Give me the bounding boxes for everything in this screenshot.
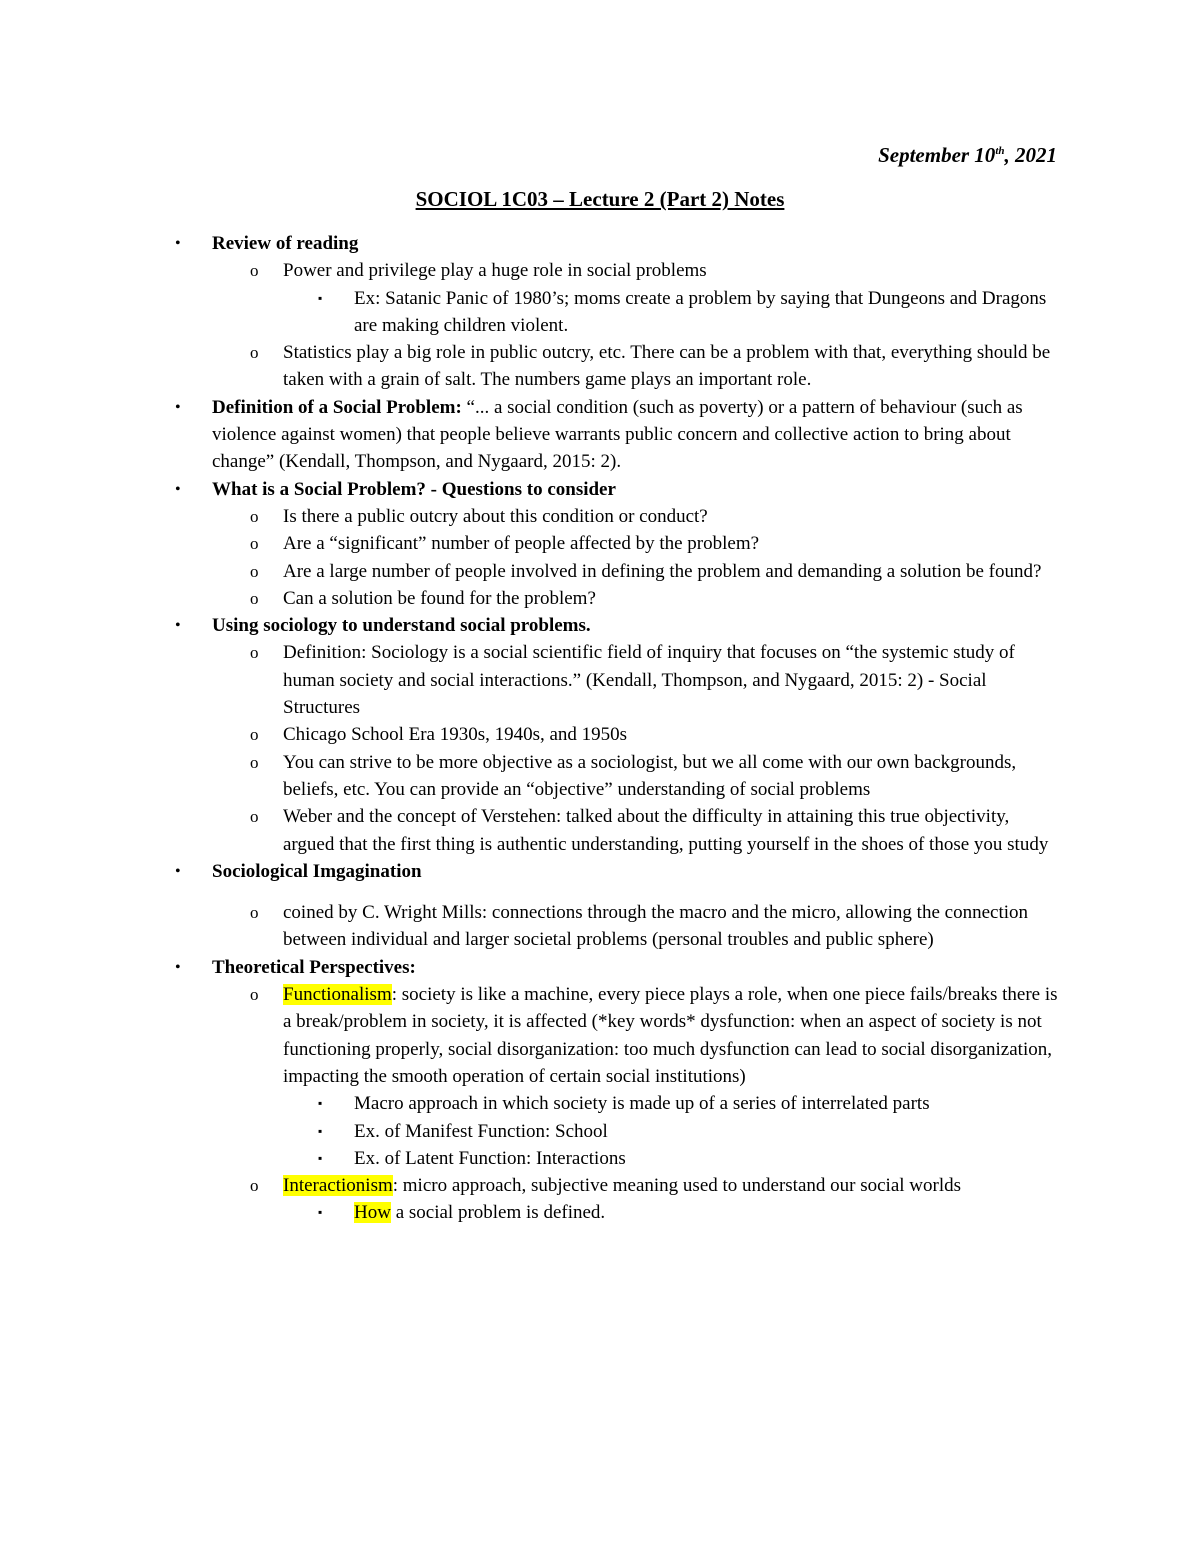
sub-bullet-marker: o: [250, 534, 259, 554]
statistics-text: Statistics play a big role in public outcry, etc. There can be a problem with that, everything should be taken with a grain of salt. The numbers game plays an important role.: [283, 342, 1051, 391]
sub-item-mills: [0, 899, 1200, 954]
bullet-review-of-reading: [0, 230, 1200, 257]
square-bullet-marker: ▪: [318, 1205, 323, 1220]
sub-sub-item-satanic-panic: [0, 285, 1200, 340]
sub-bullet-marker: o: [250, 261, 259, 281]
sub-item-interactionism: [0, 1172, 1200, 1199]
question-2: [0, 530, 1200, 557]
sub-bullet-marker: o: [250, 506, 259, 526]
sub-bullet-marker: o: [250, 343, 259, 363]
sub-item-power-privilege: [0, 257, 1200, 284]
notes-body: [0, 230, 1200, 1227]
bullet-marker: •: [175, 398, 181, 416]
bullet-theoretical-perspectives: [0, 954, 1200, 981]
functionalism-text: : society is like a machine, every piece plays a role, when one piece fails/breaks there is a break/problem in society, it is affected (*key words* dysfunction: when an aspect of society is not functioning properly, social disorganization: too much dysfunction can lead to social disorganization, impacting the smooth operation of certain social institutions): [283, 984, 1058, 1087]
question-2-text: Are a “significant” number of people affected by the problem?: [283, 533, 760, 555]
sub-sub-item-how: [0, 1199, 1200, 1226]
sub-item-sociology-definition: [0, 639, 1200, 721]
sub-item-objective: [0, 749, 1200, 804]
definition-text: “... a social condition (such as poverty) or a pattern of behaviour (such as violence against women) that people believe warrants public concern and collective action to bring about change” (Kendall, Thompson, and Nygaard, 2015: 2).: [212, 396, 1023, 473]
sub-bullet-marker: o: [250, 1176, 259, 1196]
functionalism-highlight: Functionalism: [283, 984, 392, 1006]
imagination-heading: Sociological Imgagination: [212, 860, 422, 882]
chicago-text: Chicago School Era 1930s, 1940s, and 1950s: [283, 724, 628, 746]
sub-bullet-marker: o: [250, 588, 259, 608]
bullet-marker: •: [175, 235, 181, 252]
sub-bullet-marker: o: [250, 561, 259, 581]
bullet-marker: •: [175, 617, 181, 635]
question-3-text: Are a large number of people involved in defining the problem and demanding a solution be found?: [283, 560, 1042, 582]
sub-bullet-marker: o: [250, 643, 259, 663]
question-1: [0, 503, 1200, 530]
spacer: [0, 885, 1200, 899]
manifest-text: Ex. of Manifest Function: School: [354, 1120, 608, 1142]
power-privilege-text: Power and privilege play a huge role in social problems: [283, 260, 707, 282]
bullet-marker: •: [175, 862, 181, 880]
sub-item-chicago: [0, 721, 1200, 748]
objective-text: You can strive to be more objective as a sociologist, but we all come with our own backgrounds, beliefs, etc. You can provide an “objective” understanding of social problems: [283, 751, 1017, 800]
square-bullet-marker: ▪: [318, 1096, 323, 1111]
question-4-text: Can a solution be found for the problem?: [283, 587, 596, 609]
sub-item-weber: [0, 803, 1200, 858]
definition-label: Definition of a Social Problem:: [212, 396, 462, 418]
sub-bullet-marker: o: [250, 752, 259, 772]
question-4: [0, 585, 1200, 612]
sub-item-functionalism: [0, 981, 1200, 1090]
sociology-definition-text: Definition: Sociology is a social scientific field of inquiry that focuses on “the systemic study of human society and social interactions.” (Kendall, Thompson, and Nygaard, 2015: 2) - Social Structures: [283, 642, 1015, 719]
how-text: a social problem is defined.: [390, 1202, 606, 1224]
bullet-using-sociology: [0, 612, 1200, 639]
sub-sub-item-latent: [0, 1145, 1200, 1172]
sub-item-statistics: [0, 339, 1200, 394]
date-year: , 2021: [1004, 143, 1057, 167]
square-bullet-marker: ▪: [318, 290, 323, 305]
question-3: [0, 558, 1200, 585]
using-heading: Using sociology to understand social problems.: [212, 615, 591, 637]
sub-bullet-marker: o: [250, 807, 259, 827]
date-text: September 10: [878, 143, 996, 167]
sub-sub-item-macro: [0, 1090, 1200, 1117]
theoretical-heading: Theoretical Perspectives:: [212, 956, 416, 978]
latent-text: Ex. of Latent Function: Interactions: [354, 1147, 626, 1169]
bullet-marker: •: [175, 958, 181, 976]
review-heading: Review of reading: [212, 233, 359, 254]
square-bullet-marker: ▪: [318, 1150, 323, 1165]
question-1-text: Is there a public outcry about this condition or conduct?: [283, 505, 708, 527]
macro-text: Macro approach in which society is made up of a series of interrelated parts: [354, 1093, 930, 1115]
what-is-heading: What is a Social Problem? - Questions to consider: [212, 478, 616, 500]
bullet-sociological-imagination: [0, 858, 1200, 885]
sub-sub-item-manifest: [0, 1118, 1200, 1145]
sub-bullet-marker: o: [250, 985, 259, 1005]
sub-bullet-marker: o: [250, 903, 259, 923]
satanic-panic-text: Ex: Satanic Panic of 1980’s; moms create a problem by saying that Dungeons and Dragons are making children violent.: [354, 287, 1047, 336]
square-bullet-marker: ▪: [318, 1123, 323, 1138]
sub-bullet-marker: o: [250, 725, 259, 745]
page-title: SOCIOL 1C03 – Lecture 2 (Part 2) Notes: [415, 187, 785, 211]
bullet-marker: •: [175, 480, 181, 498]
weber-text: Weber and the concept of Verstehen: talked about the difficulty in attaining this true objectivity, argued that the first thing is authentic understanding, putting yourself in the shoes of those you study: [283, 806, 1049, 855]
mills-text: coined by C. Wright Mills: connections through the macro and the micro, allowing the connection between individual and larger societal problems (personal troubles and public sphere): [283, 902, 1028, 951]
how-highlight: How: [354, 1202, 391, 1224]
date-superscript: th: [995, 145, 1005, 157]
bullet-what-is: [0, 476, 1200, 503]
bullet-definition: [0, 394, 1200, 476]
interactionism-text: : micro approach, subjective meaning used to understand our social worlds: [392, 1175, 962, 1197]
interactionism-highlight: Interactionism: [283, 1175, 393, 1197]
date-line: [878, 143, 1057, 168]
